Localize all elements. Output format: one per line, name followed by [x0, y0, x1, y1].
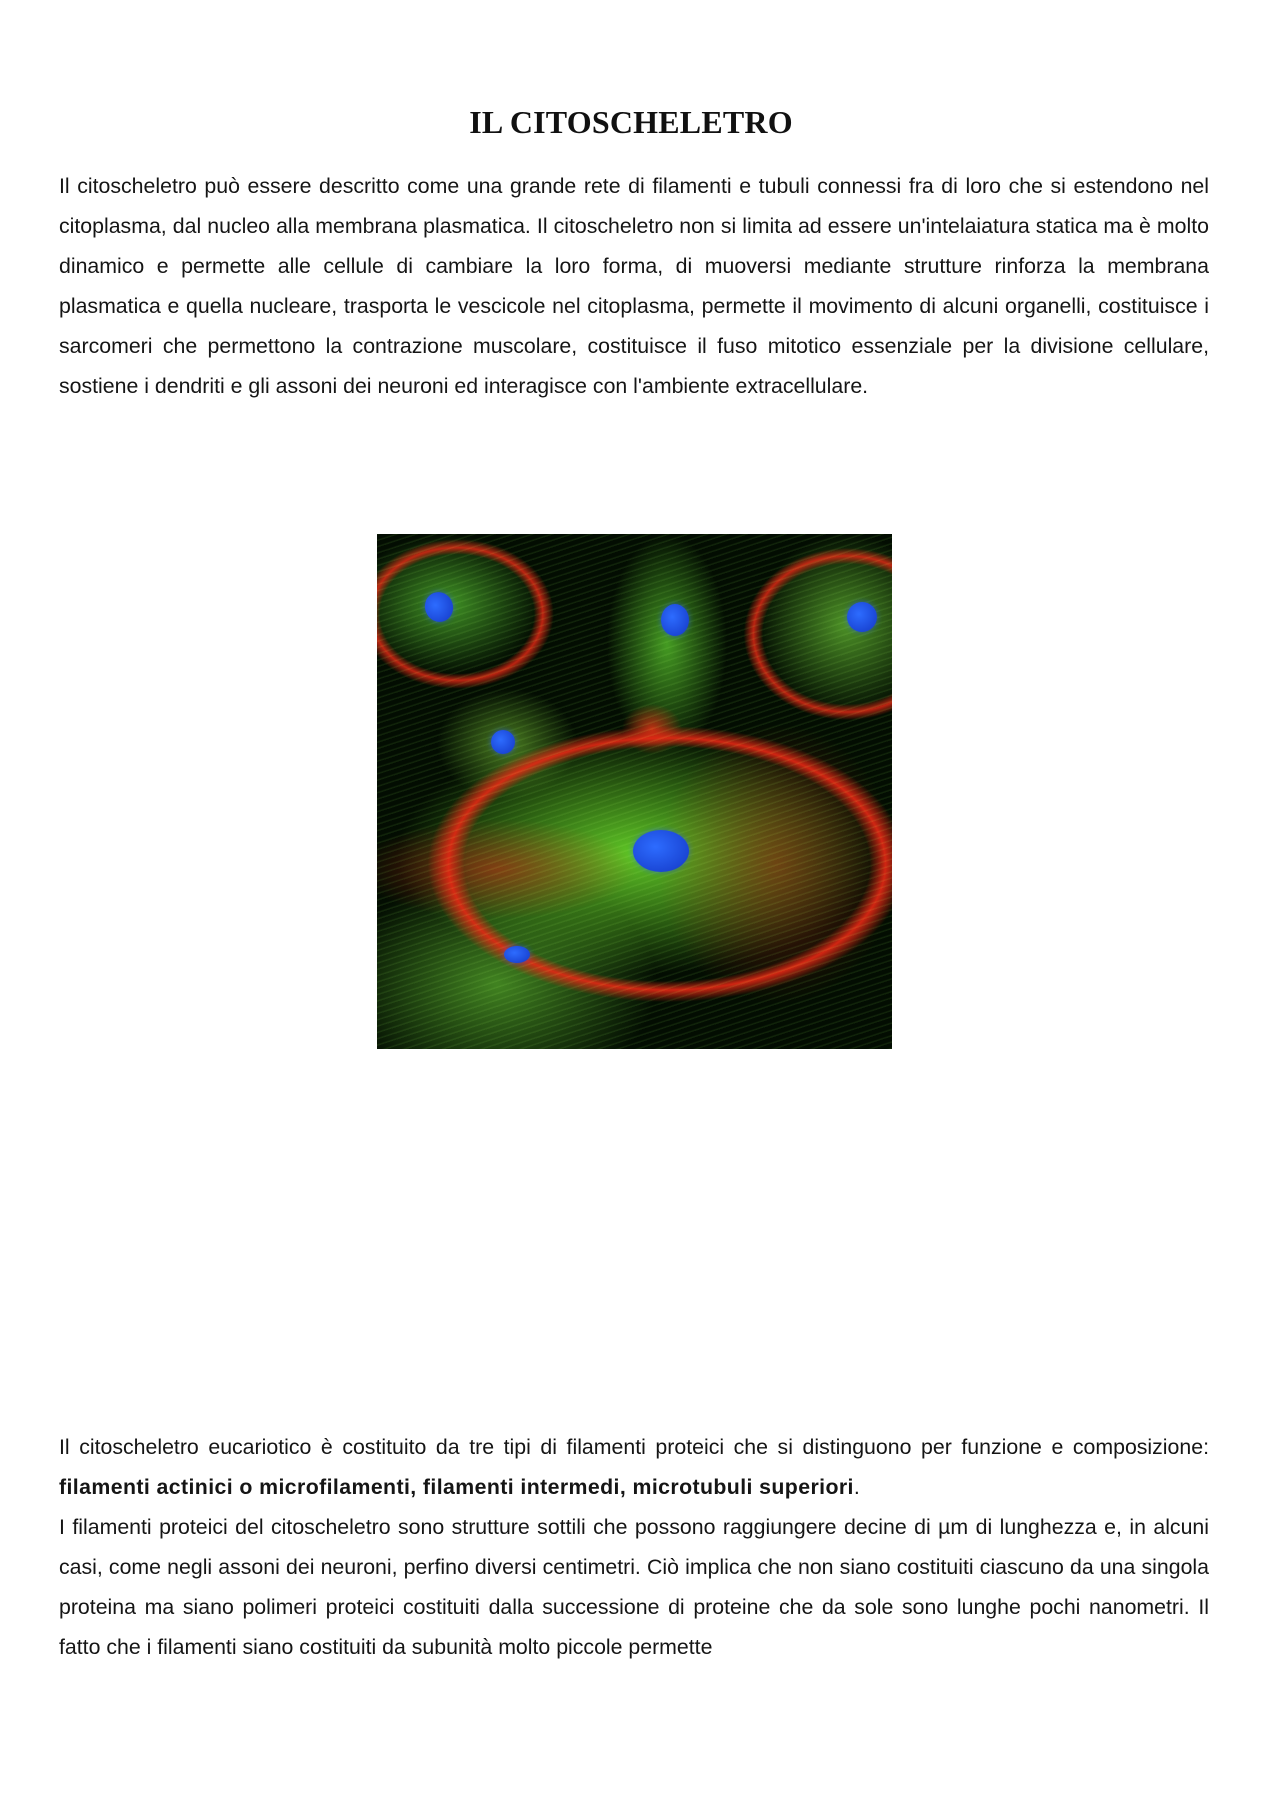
fiber-texture: [377, 534, 892, 1049]
composition-paragraph: [59, 1427, 1209, 1507]
page-title: IL CITOSCHELETRO: [469, 104, 793, 140]
cell-nucleus: [491, 730, 515, 754]
filaments-paragraph: I filamenti proteici del citoscheletro sono strutture sottili che possono raggiungere decine di µm di lunghezza e, in alcuni casi, come negli assoni dei neuroni, perfino diversi centimetri. Ciò implica che non siano costituiti ciascuno da una singola proteina ma siano polimeri proteici costituiti dalla successione di proteine che da sole sono lunghe pochi nanometri. Il fatto che i filamenti siano costituiti da subunità molto piccole permette: [59, 1515, 1209, 1659]
filament-types-bold: filamenti actinici o microfilamenti, filamenti intermedi, microtubuli superiori: [59, 1475, 854, 1499]
cell-nucleus: [847, 602, 877, 632]
cell-nucleus: [661, 604, 689, 636]
cell-nucleus: [633, 830, 689, 872]
intro-paragraph: Il citoscheletro può essere descritto come una grande rete di filamenti e tubuli connessi fra di loro che si estendono nel citoplasma, dal nucleo alla membrana plasmatica. Il citoscheletro non si limita ad essere un'intelaiatura statica ma è molto dinamico e permette alle cellule di cambiare la loro forma, di muoversi mediante strutture rinforza la membrana plasmatica e quella nucleare, trasporta le vescicole nel citoplasma, permette il movimento di alcuni organelli, costituisce i sarcomeri che permettono la contrazione muscolare, costituisce il fuso mitotico essenziale per la divisione cellulare, sostiene i dendriti e gli assoni dei neuroni ed interagisce con l'ambiente extracellulare.: [59, 174, 1209, 398]
composition-text: Il citoscheletro eucariotico è costituito da tre tipi di filamenti proteici che si distinguono per funzione e composizione:: [59, 1435, 1209, 1459]
composition-end: .: [853, 1475, 860, 1499]
cytoskeleton-micrograph-image: [377, 534, 892, 1049]
cell-nucleus: [504, 946, 530, 963]
